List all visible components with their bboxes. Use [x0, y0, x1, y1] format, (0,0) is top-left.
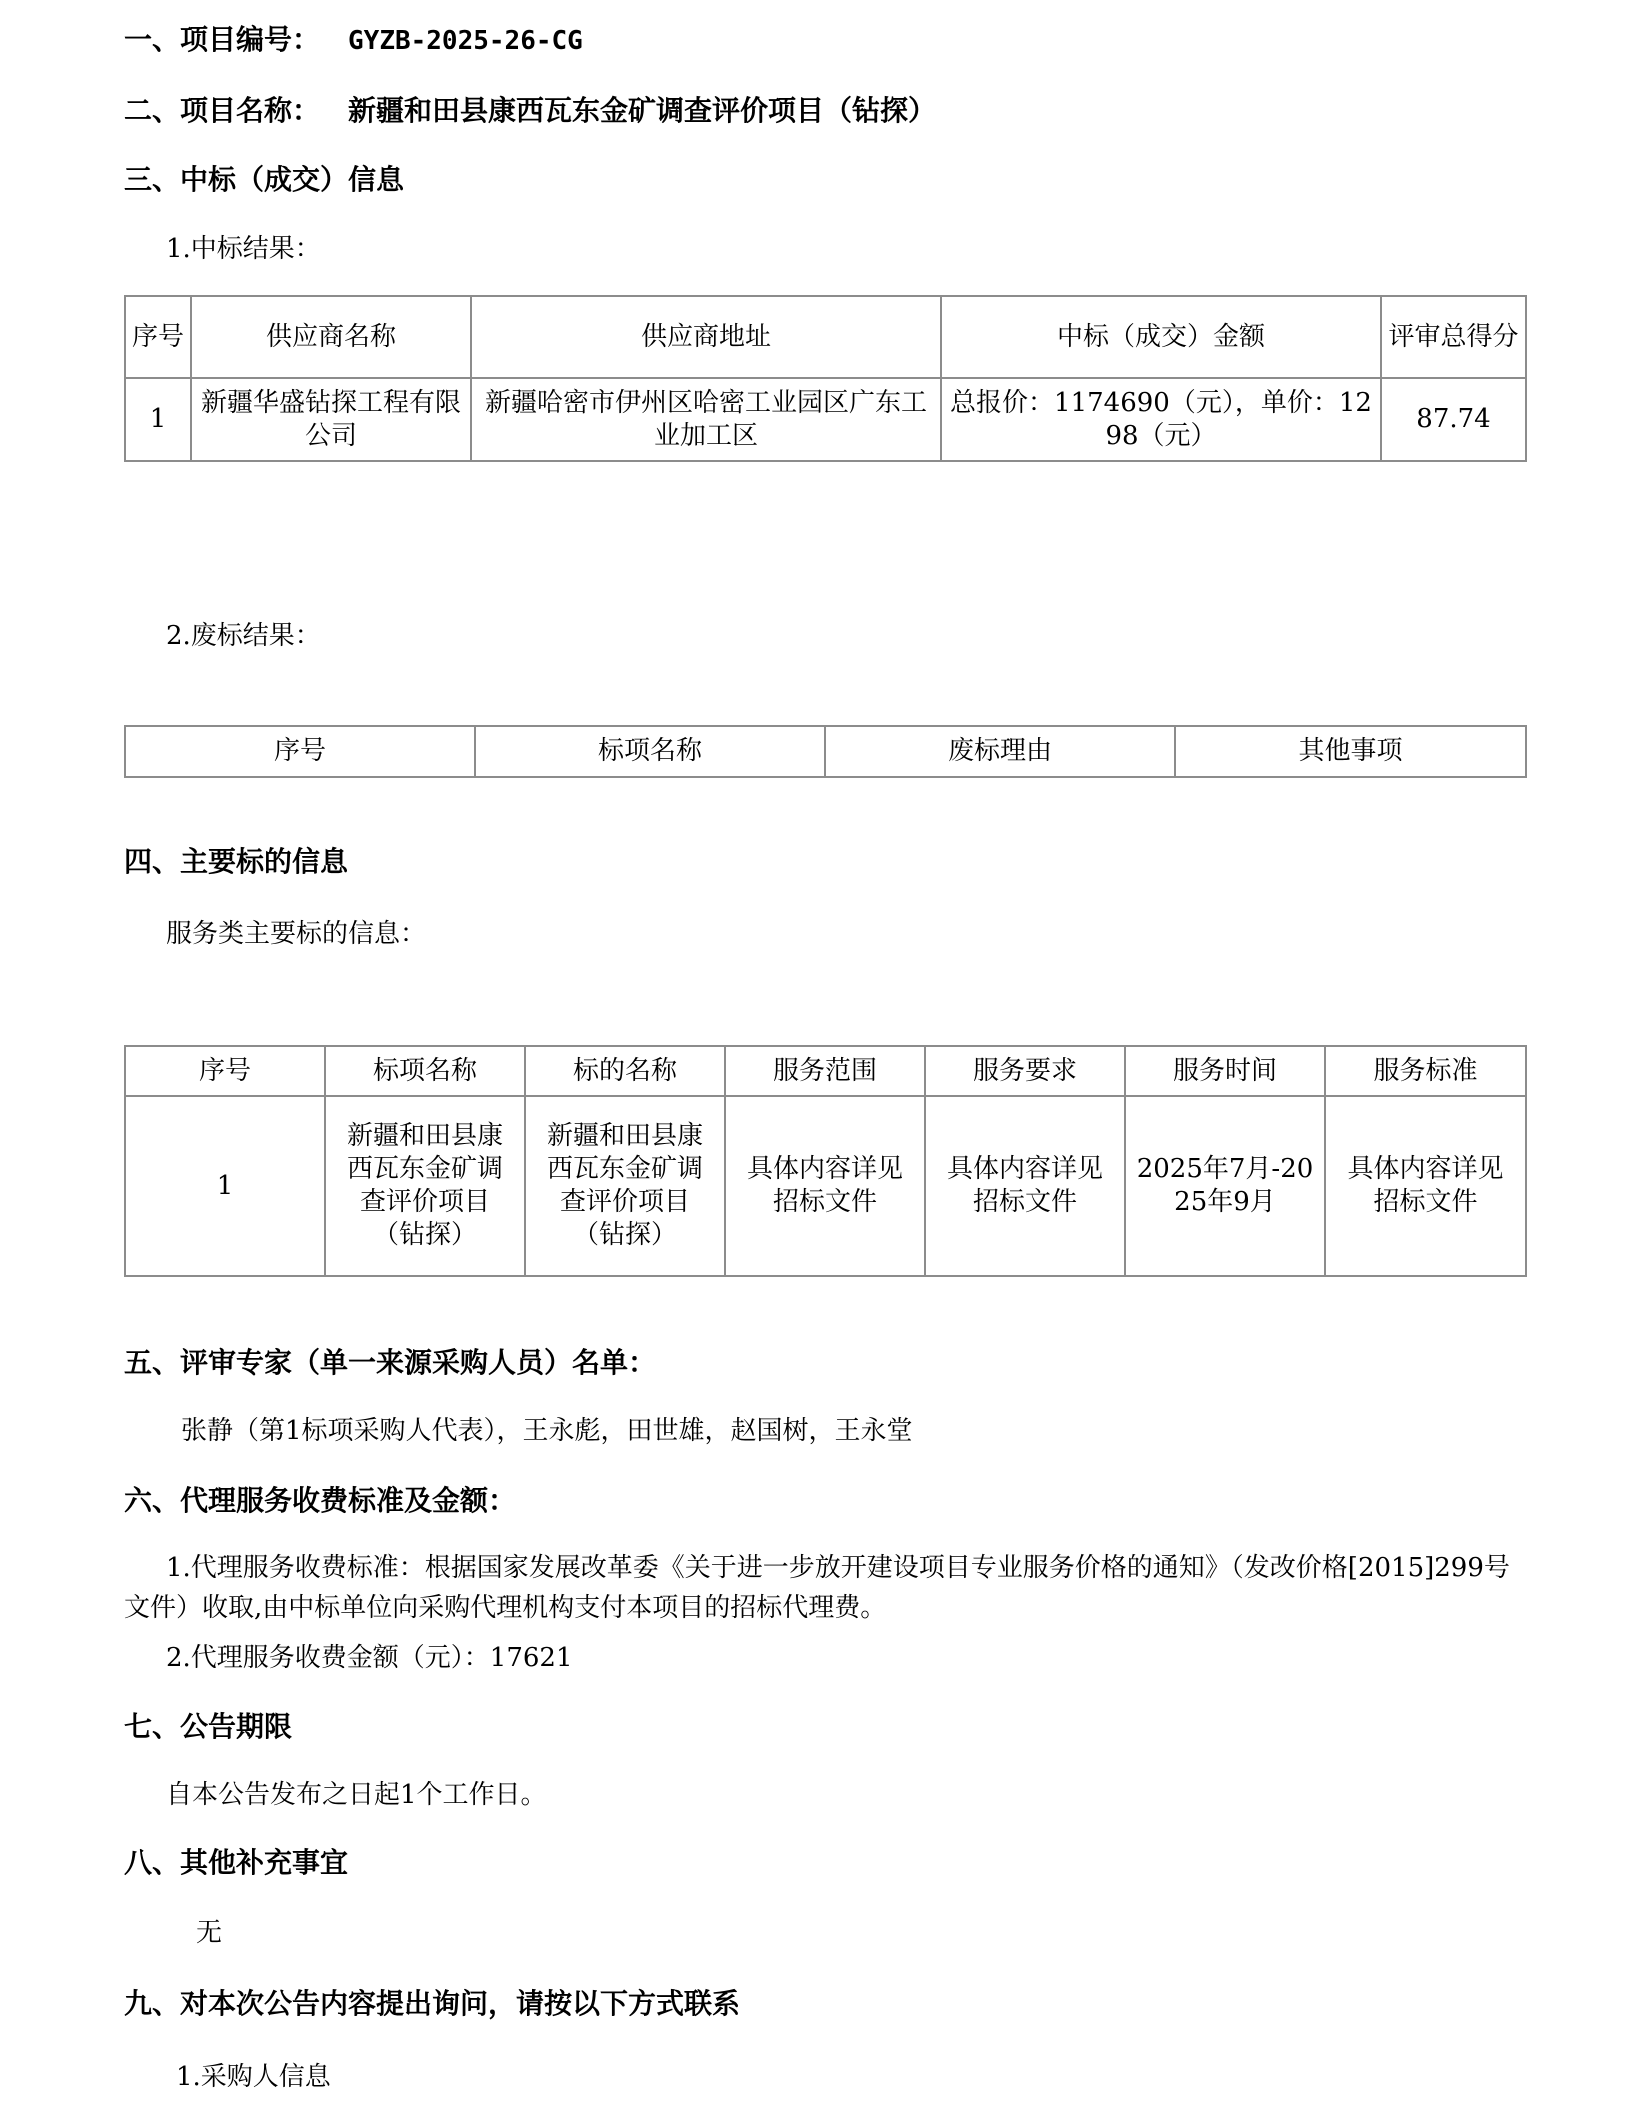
table-cell: 新疆和田县康西瓦东金矿调查评价项目（钻探） [325, 1096, 525, 1276]
header-cell: 评审总得分 [1381, 296, 1526, 378]
section-7-heading: 七、公告期限 [124, 1710, 293, 1743]
table-cell: 87.74 [1381, 378, 1526, 461]
announcement-period: 自本公告发布之日起1个工作日。 [166, 1780, 547, 1810]
table-cell: 新疆华盛钻探工程有限公司 [191, 378, 471, 461]
header-cell: 供应商地址 [471, 296, 941, 378]
project-number-value: GYZB-2025-26-CG [348, 26, 583, 56]
service-info-table [124, 1045, 1527, 1277]
header-cell: 其他事项 [1175, 726, 1526, 777]
table-header-row [125, 296, 1526, 378]
agency-fee-standard: 1.代理服务收费标准：根据国家发展改革委《关于进一步放开建设项目专业服务价格的通知》（发改价格[2015]299号文件）收取,由中标单位向采购代理机构支付本项目的招标代理费。 [124, 1553, 1510, 1623]
purchaser-info-label: 1.采购人信息 [176, 2062, 331, 2092]
agency-fee-amount: 2.代理服务收费金额（元）：17621 [166, 1643, 573, 1673]
header-cell: 序号 [125, 296, 191, 378]
section-9-heading: 九、对本次公告内容提出询问，请按以下方式联系 [124, 1987, 741, 2020]
header-cell: 服务标准 [1325, 1046, 1526, 1096]
section-8-heading: 八、其他补充事宜 [124, 1846, 349, 1879]
table-cell: 总报价：1174690（元），单价：1298（元） [941, 378, 1381, 461]
table-header-row [125, 726, 1526, 777]
table-row [125, 378, 1526, 461]
fail-result-table [124, 725, 1527, 778]
table-cell: 具体内容详见招标文件 [725, 1096, 925, 1276]
service-info-label: 服务类主要标的信息： [166, 919, 427, 949]
header-cell: 序号 [125, 726, 475, 777]
table-cell: 新疆和田县康西瓦东金矿调查评价项目（钻探） [525, 1096, 725, 1276]
header-cell: 标的名称 [525, 1046, 725, 1096]
win-result-table [124, 295, 1527, 462]
section-1-heading [124, 20, 583, 61]
header-cell: 标项名称 [325, 1046, 525, 1096]
project-name-value: 新疆和田县康西瓦东金矿调查评价项目（钻探） [348, 94, 937, 127]
section-5-heading: 五、评审专家（单一来源采购人员）名单： [124, 1346, 657, 1379]
header-cell: 供应商名称 [191, 296, 471, 378]
table-cell: 具体内容详见招标文件 [1325, 1096, 1526, 1276]
project-number-label: 一、项目编号： [124, 23, 321, 56]
project-name-label: 二、项目名称： [124, 94, 321, 127]
table-cell: 新疆哈密市伊州区哈密工业园区广东工业加工区 [471, 378, 941, 461]
fail-result-label: 2.废标结果： [166, 621, 321, 651]
other-matters: 无 [196, 1918, 223, 1948]
win-result-label: 1.中标结果： [166, 234, 321, 264]
section-4-heading: 四、主要标的信息 [124, 845, 349, 878]
table-header-row [125, 1046, 1526, 1096]
header-cell: 服务时间 [1125, 1046, 1325, 1096]
header-cell: 服务范围 [725, 1046, 925, 1096]
header-cell: 标项名称 [475, 726, 825, 777]
section-6-heading: 六、代理服务收费标准及金额： [124, 1484, 517, 1517]
section-2-heading [124, 91, 936, 131]
table-cell: 具体内容详见招标文件 [925, 1096, 1125, 1276]
section-3-heading: 三、中标（成交）信息 [124, 163, 405, 196]
header-cell: 服务要求 [925, 1046, 1125, 1096]
header-cell: 中标（成交）金额 [941, 296, 1381, 378]
header-cell: 废标理由 [825, 726, 1175, 777]
expert-list: 张静（第1标项采购人代表），王永彪，田世雄，赵国树，王永堂 [181, 1416, 913, 1446]
table-cell: 1 [125, 1096, 325, 1276]
header-cell: 序号 [125, 1046, 325, 1096]
table-cell: 1 [125, 378, 191, 461]
table-row [125, 1096, 1526, 1276]
table-cell: 2025年7月-2025年9月 [1125, 1096, 1325, 1276]
